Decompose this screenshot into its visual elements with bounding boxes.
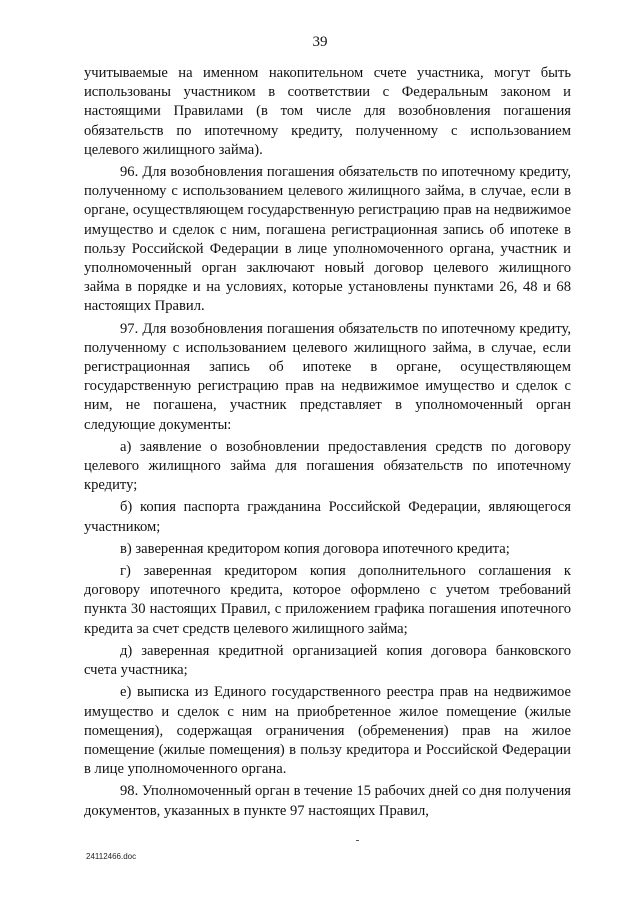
list-item-a: а) заявление о возобновлении предоставления средств по договору целевого жилищного займа для погашения обязательств по ипотечному кредиту; bbox=[84, 438, 571, 494]
list-item-d: д) заверенная кредитной организацией копия договора банковского счета участника; bbox=[84, 642, 571, 679]
page-number: 39 bbox=[312, 34, 328, 50]
list-item-b: б) копия паспорта гражданина Российской Федерации, являющегося участником; bbox=[84, 499, 571, 535]
paragraph-96: 96. Для возобновления погашения обязательств по ипотечному кредиту, полученному с использованием целевого жилищного займа, в случае, если в органе, осуществляющем государственную регистрацию прав на недвижимое имущество и сделок с ним, погашена регистрационная запись об ипотеке в пользу Российской Федерации в лице уполномоченного органа, участник и уполномоченный орган заключают новый договор целевого жилищного займа в порядке и на условиях, которые установлены пунктами 26, 48 и 68 настоящих Правил. bbox=[84, 164, 571, 315]
scan-artifact bbox=[356, 840, 359, 841]
list-item-e: е) выписка из Единого государственного реестра прав на недвижимое имущество и сделок с ним на приобретенное жилое помещение (жилые помещения), содержащая ограничения (обременения) прав на жилое помещение (жилые помещения) в пользу кредитора и Российской Федерации в лице уполномоченного органа. bbox=[84, 684, 571, 778]
list-item-g: г) заверенная кредитором копия дополнительного соглашения к договору ипотечного кредита, которое оформлено с учетом требований пункта 30 настоящих Правил, с приложением графика погашения ипотечного кредита за счет средств целевого жилищного займа; bbox=[84, 563, 571, 637]
document-body bbox=[84, 64, 571, 821]
paragraph-continuation: учитываемые на именном накопительном счете участника, могут быть использованы участником в соответствии с Федеральным законом и настоящими Правилами (в том числе для возобновления погашения обязательств по ипотечному кредиту, полученному с использованием целевого жилищного займа). bbox=[84, 65, 571, 158]
list-item-v: в) заверенная кредитором копия договора ипотечного кредита; bbox=[120, 540, 510, 557]
paragraph-98: 98. Уполномоченный орган в течение 15 рабочих дней со дня получения документов, указанных в пункте 97 настоящих Правил, bbox=[84, 783, 571, 819]
paragraph-97: 97. Для возобновления погашения обязательств по ипотечному кредиту, полученному с использованием целевого жилищного займа, в случае, если регистрационная запись об ипотеке в органе, осуществляющем государственную регистрацию прав на недвижимое имущество и сделок с ним, не погашена, участник представляет в уполномоченный орган следующие документы: bbox=[84, 320, 571, 433]
document-filename: 24112466.doc bbox=[86, 852, 137, 861]
